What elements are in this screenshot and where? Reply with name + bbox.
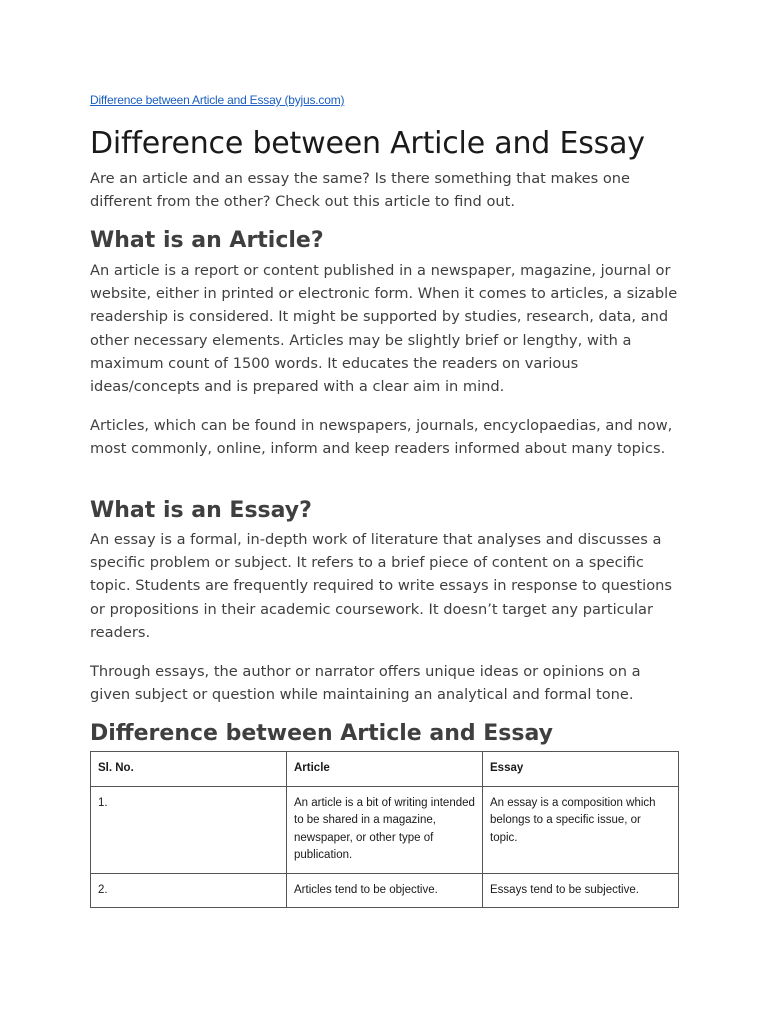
table-cell: Articles tend to be objective. bbox=[287, 873, 483, 908]
essay-paragraph-2: Through essays, the author or narrator offers unique ideas or opinions on a given subject or question while maintaining an analytical and formal tone. bbox=[90, 663, 641, 704]
table-cell: An article is a bit of writing intended to be shared in a magazine, newspaper, or other type of publication. bbox=[287, 786, 483, 873]
source-link[interactable]: Difference between Article and Essay (byjus.com) bbox=[90, 93, 345, 107]
table-row bbox=[91, 873, 679, 908]
essay-paragraph-1: An essay is a formal, in-depth work of literature that analyses and discusses a specific problem or subject. It refers to a brief piece of content on a specific topic. Students are frequently required to write essays in response to questions or propositions in their academic coursework. It doesn’t target any particular readers. bbox=[90, 531, 673, 641]
table-cell: Essays tend to be subjective. bbox=[483, 873, 679, 908]
table-cell: 1. bbox=[91, 786, 287, 873]
intro-paragraph: Are an article and an essay the same? Is there something that makes one different from the other? Check out this article to find out. bbox=[90, 170, 631, 211]
article-paragraph-1: An article is a report or content published in a newspaper, magazine, journal or website, either in printed or electronic form. When it comes to articles, a sizable readership is considered. It might be supported by studies, research, data, and other necessary elements. Articles may be slightly brief or lengthy, with a maximum count of 1500 words. It educates the readers on various ideas/concepts and is prepared with a clear aim in mind. bbox=[90, 262, 678, 396]
difference-heading: Difference between Article and Essay bbox=[90, 721, 554, 746]
header-article: Article bbox=[287, 752, 483, 787]
article-heading: What is an Article? bbox=[90, 228, 324, 253]
table-header-row bbox=[91, 752, 679, 787]
article-paragraph-2: Articles, which can be found in newspapers, journals, encyclopaedias, and now, most commonly, online, inform and keep readers informed about many topics. bbox=[90, 417, 673, 458]
difference-table bbox=[90, 751, 679, 908]
table-row bbox=[91, 786, 679, 873]
table-cell: 2. bbox=[91, 873, 287, 908]
header-essay: Essay bbox=[483, 752, 679, 787]
page-title: Difference between Article and Essay bbox=[90, 126, 645, 161]
essay-heading: What is an Essay? bbox=[90, 498, 312, 523]
table-cell: An essay is a composition which belongs to a specific issue, or topic. bbox=[483, 786, 679, 873]
header-sl-no: Sl. No. bbox=[91, 752, 287, 787]
